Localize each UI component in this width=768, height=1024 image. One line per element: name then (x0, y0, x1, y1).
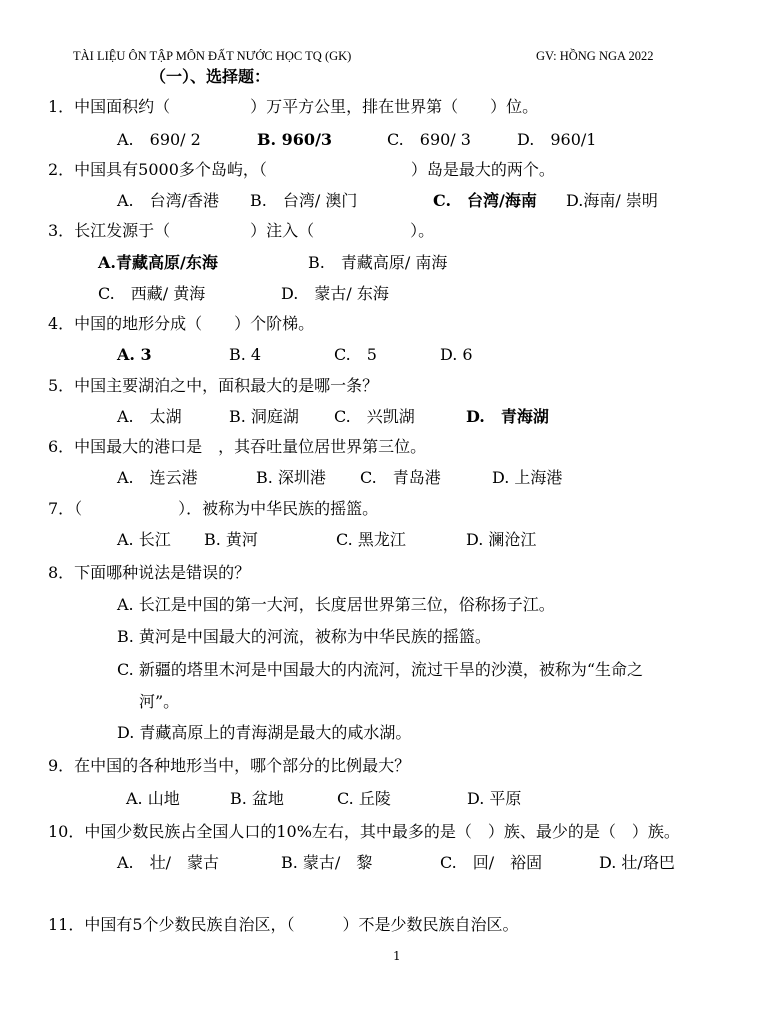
option: C. 新疆的塔里木河是中国最大的内流河，流过干旱的沙漠，被称为“生命之 (117, 660, 644, 679)
option: D. 蒙古/ 东海 (281, 284, 389, 303)
option: A. 台湾/香港 (117, 191, 220, 210)
header-left: TÀI LIỆU ÔN TẬP MÔN ĐẤT NƯỚC HỌC TQ (GK) (73, 49, 352, 63)
option: C. 西藏/ 黄海 (98, 284, 206, 303)
option: D. 6 (440, 345, 473, 364)
option: D. 上海港 (492, 468, 563, 487)
option-correct: C. 台湾/海南 (433, 191, 537, 210)
question-stem: 3．长江发源于（ ）注入（ ）。 (48, 221, 435, 240)
option: B. 蒙古/ 黎 (281, 853, 373, 872)
option: D. 青藏高原上的青海湖是最大的咸水湖。 (117, 723, 412, 742)
question-stem: 10．中国少数民族占全国人口的10%左右，其中最多的是（ ）族、最少的是（ ）族。 (48, 822, 680, 841)
option: D. 平原 (467, 789, 522, 808)
option: C. 兴凯湖 (334, 407, 415, 426)
section-title: （一）、选择题： (150, 67, 271, 86)
option: C. 690/ 3 (387, 130, 471, 149)
option: C. 黑龙江 (336, 530, 406, 549)
option: A. 长江是中国的第一大河，长度居世界第三位，俗称扬子江。 (117, 595, 555, 614)
question-stem: 5．中国主要湖泊之中，面积最大的是哪一条？ (48, 376, 379, 395)
header-right: GV: HỒNG NGA 2022 (536, 49, 654, 63)
option-continuation: 河”。 (139, 692, 180, 711)
option-correct: B. 960/3 (257, 130, 333, 149)
option: D. 壮/珞巴 (599, 853, 675, 872)
option-correct: A. 3 (117, 345, 152, 364)
option: A. 太湖 (117, 407, 182, 426)
question-stem: 6．中国最大的港口是 ，其吞吐量位居世界第三位。 (48, 437, 427, 456)
option: D. 澜沧江 (466, 530, 537, 549)
option: C. 5 (334, 345, 377, 364)
option: A. 690/ 2 (117, 130, 201, 149)
page-number: 1 (393, 949, 401, 963)
option: B. 洞庭湖 (229, 407, 299, 426)
option-correct: A.青藏高原/东海 (98, 253, 218, 272)
question-stem: 4．中国的地形分成（ ）个阶梯。 (48, 314, 315, 333)
question-stem: 8．下面哪种说法是错误的？ (48, 563, 251, 582)
option: A. 长江 (117, 530, 171, 549)
option: C. 青岛港 (360, 468, 441, 487)
option-correct: D. 青海湖 (466, 407, 549, 426)
question-stem: 9．在中国的各种地形当中，哪个部分的比例最大？ (48, 756, 411, 775)
option: B. 深圳港 (256, 468, 326, 487)
option: B. 台湾/ 澳门 (250, 191, 358, 210)
option: B. 黄河 (204, 530, 258, 549)
option: B. 黄河是中国最大的河流，被称为中华民族的摇篮。 (117, 627, 491, 646)
option: B. 盆地 (230, 789, 284, 808)
question-stem: 2．中国具有5000多个岛屿，（ ）岛是最大的两个。 (48, 160, 555, 179)
question-stem: 7．（ ）．被称为中华民族的摇篮。 (48, 499, 379, 518)
option: A. 连云港 (117, 468, 198, 487)
option: A. 壮/ 蒙古 (117, 853, 220, 872)
option: D.海南/ 崇明 (566, 191, 658, 210)
option: D. 960/1 (517, 130, 597, 149)
option: C. 回/ 裕固 (440, 853, 543, 872)
option: C. 丘陵 (337, 789, 391, 808)
option: A. 山地 (126, 789, 180, 808)
question-stem: 11．中国有5个少数民族自治区，（ ）不是少数民族自治区。 (48, 915, 519, 934)
question-stem: 1．中国面积约（ ）万平方公里，排在世界第（ ）位。 (48, 97, 539, 116)
option: B. 4 (229, 345, 262, 364)
option: B. 青藏高原/ 南海 (308, 253, 448, 272)
